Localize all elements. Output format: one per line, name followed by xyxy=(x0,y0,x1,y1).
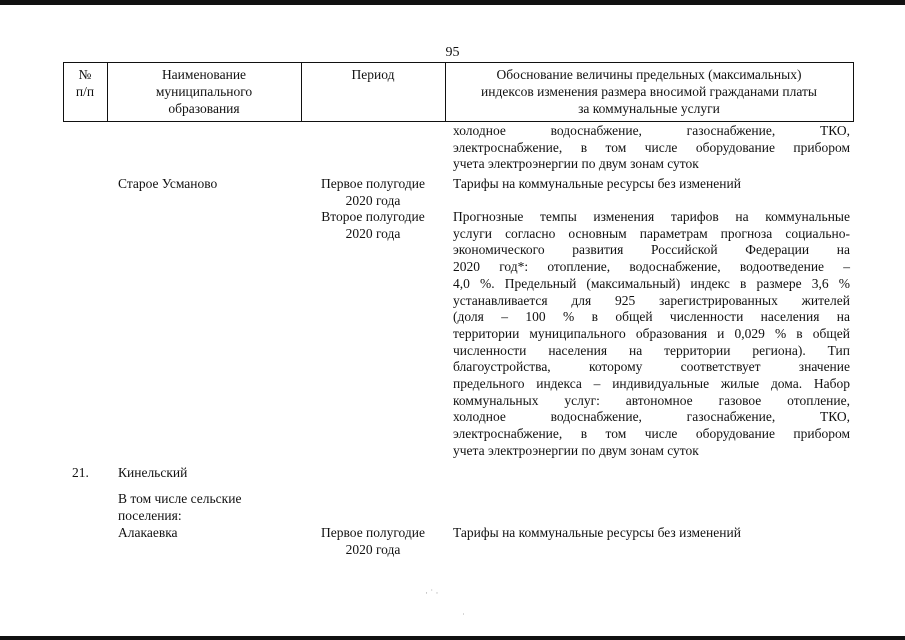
basis-continuation: холодное водоснабжение, газоснабжение, ТКО, электроснабжение, в том числе оборудование прибором учета электроэнергии по двум зонам суток xyxy=(453,123,850,172)
basis-forecast-paragraph: Прогнозные темпы изменения тарифов на коммунальные услуги согласно основным параметрам прогноза социально- экономического развития Российской Федерации на 2020 год*: отопление, водоснабжение, водоотведение – 4,0 %. Предельный (максимальный) индекс в размере 3,6 % устанавливается для 925 зарегистрированных жителей (доля – 100 % в общей численности населения на территории муниципального образования и 0,029 % в общей численности населения на территории региона). Тип благоустройства, которому соответствует значение предельного индекса – индивидуальные жилые дома. Набор коммунальных услуг: автономное газовое отопление, холодное водоснабжение, газоснабжение, ТКО, электроснабжение, в том числе оборудование прибором учета электроэнергии по двум зонам суток xyxy=(453,209,850,458)
page-number: 95 xyxy=(445,45,460,60)
basis-no-change: Тарифы на коммунальные ресурсы без изменений xyxy=(453,525,741,540)
scan-speck: · ˙ · xyxy=(425,588,439,598)
scan-speck: ˙ xyxy=(462,612,465,622)
period-first-half: Первое полугодие 2020 года xyxy=(321,525,425,557)
top-border-rule xyxy=(0,0,905,5)
municipality-name: Старое Усманово xyxy=(118,176,218,191)
period-second-half: Второе полугодие 2020 года xyxy=(321,209,425,241)
header-basis: Обоснование величины предельных (максимальных) индексов изменения размера вносимой гражданами платы за коммунальные услуги xyxy=(481,67,817,116)
basis-no-change: Тарифы на коммунальные ресурсы без изменений xyxy=(453,176,741,191)
municipality-name: Алакаевка xyxy=(118,525,178,540)
header-municipality: Наименование муниципального образования xyxy=(155,67,253,116)
row-number: 21. xyxy=(72,465,89,480)
header-period: Период xyxy=(351,67,395,82)
bottom-border-rule xyxy=(0,636,905,640)
tariff-table xyxy=(63,62,854,557)
header-number: № п/п xyxy=(75,67,95,99)
rural-settlements-heading: В том числе сельские поселения: xyxy=(118,491,242,523)
period-first-half: Первое полугодие 2020 года xyxy=(321,176,425,208)
district-name: Кинельский xyxy=(118,465,188,480)
table-header xyxy=(63,62,854,122)
header-divider xyxy=(853,63,854,121)
